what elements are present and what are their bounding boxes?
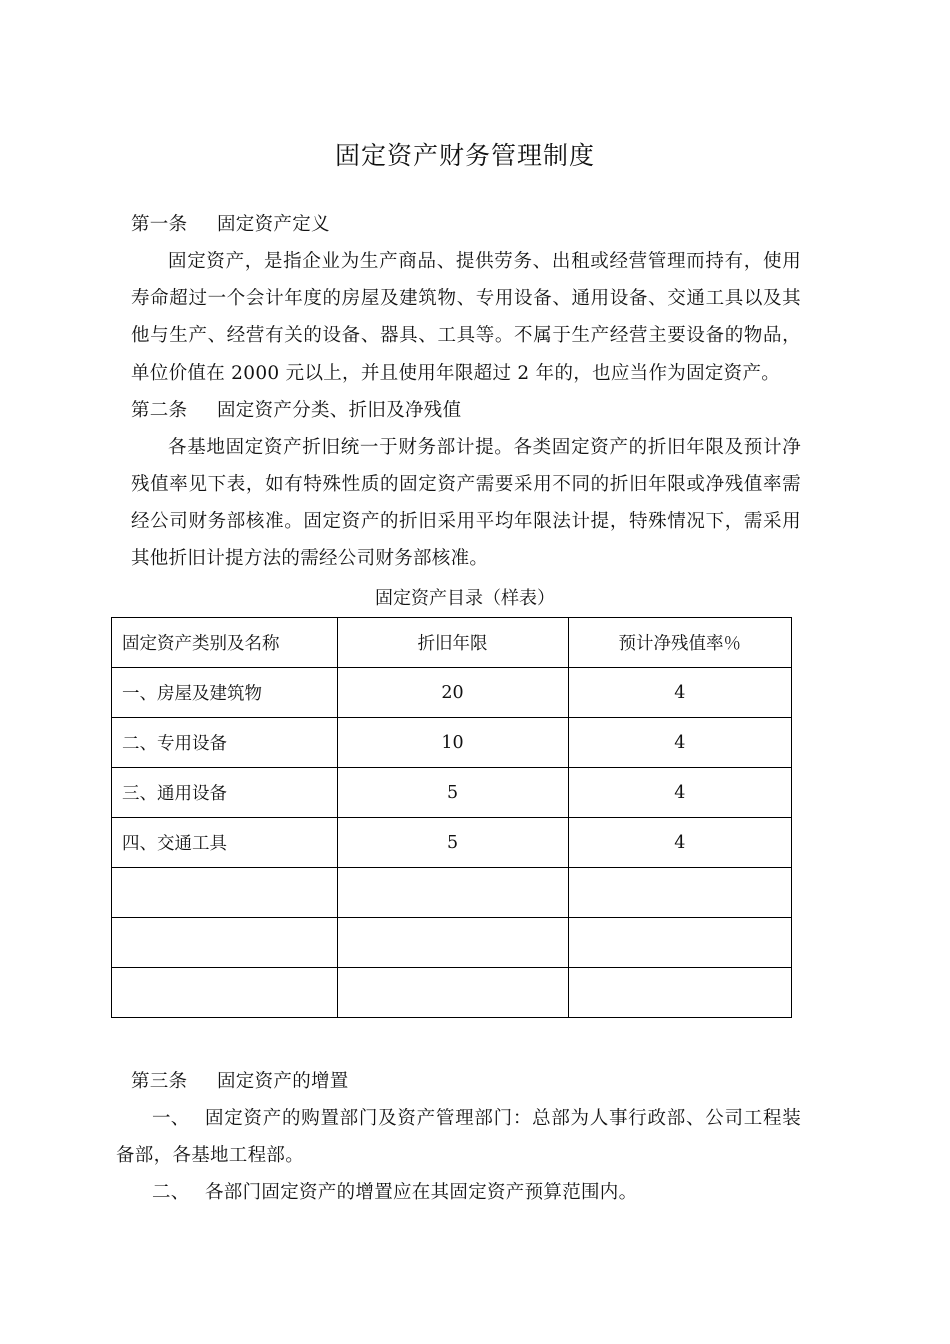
table-row-empty — [112, 918, 792, 968]
cell-rate — [568, 918, 791, 968]
cell-years — [337, 868, 568, 918]
cell-years: 20 — [337, 668, 568, 718]
header-category: 固定资产类别及名称 — [112, 618, 338, 668]
cell-years: 10 — [337, 718, 568, 768]
article-1-heading — [131, 212, 330, 238]
cell-rate: 4 — [568, 768, 791, 818]
article-3-item-2-line: 各部门固定资产的增置应在其固定资产预算范围内。 — [205, 1182, 638, 1203]
table-row — [112, 718, 792, 768]
article-3-number: 第三条 — [131, 1071, 188, 1092]
table-row — [112, 768, 792, 818]
cell-category: 一、房屋及建筑物 — [112, 668, 338, 718]
cell-years: 5 — [337, 818, 568, 868]
article-2-paragraph-line: 其他折旧计提方法的需经公司财务部核准。 — [131, 548, 489, 569]
article-2-paragraph-line: 残值率见下表，如有特殊性质的固定资产需要采用不同的折旧年限或净残值率需 — [131, 474, 801, 495]
article-2-paragraph-line: 各基地固定资产折旧统一于财务部计提。各类固定资产的折旧年限及预计净 — [168, 437, 801, 458]
article-3-item-1-line: 备部，各基地工程部。 — [116, 1145, 305, 1166]
article-2-heading — [131, 398, 461, 424]
table-row-empty — [112, 868, 792, 918]
cell-rate: 4 — [568, 818, 791, 868]
cell-rate: 4 — [568, 718, 791, 768]
table-row — [112, 668, 792, 718]
article-2-number: 第二条 — [131, 400, 188, 421]
cell-category — [112, 868, 338, 918]
cell-category: 三、通用设备 — [112, 768, 338, 818]
table-row-empty — [112, 968, 792, 1018]
article-2-paragraph-line: 经公司财务部核准。固定资产的折旧采用平均年限法计提，特殊情况下，需采用 — [131, 511, 801, 532]
table-header-row — [112, 618, 792, 668]
cell-category — [112, 968, 338, 1018]
table-row — [112, 818, 792, 868]
header-residual-rate: 预计净残值率％ — [568, 618, 791, 668]
article-1-number: 第一条 — [131, 214, 188, 235]
article-1-title: 固定资产定义 — [217, 214, 330, 235]
article-3-heading — [131, 1069, 349, 1095]
page-title: 固定资产财务管理制度 — [334, 141, 595, 170]
article-1-paragraph-line: 固定资产，是指企业为生产商品、提供劳务、出租或经营管理而持有，使用 — [168, 251, 801, 272]
article-2-title: 固定资产分类、折旧及净残值 — [217, 400, 462, 421]
article-3-item-1-line: 固定资产的购置部门及资产管理部门：总部为人事行政部、公司工程装 — [205, 1108, 801, 1129]
cell-years — [337, 918, 568, 968]
article-1-paragraph-line: 单位价值在 2000 元以上，并且使用年限超过 2 年的，也应当作为固定资产。 — [131, 363, 781, 384]
article-3-title: 固定资产的增置 — [217, 1071, 349, 1092]
cell-category — [112, 918, 338, 968]
article-1-paragraph-line: 寿命超过一个会计年度的房屋及建筑物、专用设备、通用设备、交通工具以及其 — [131, 288, 801, 309]
article-3-item-2-marker: 二、 — [152, 1182, 190, 1203]
cell-rate — [568, 968, 791, 1018]
fixed-asset-table — [111, 617, 792, 1018]
cell-rate: 4 — [568, 668, 791, 718]
cell-rate — [568, 868, 791, 918]
cell-category: 二、专用设备 — [112, 718, 338, 768]
article-3-item-1-marker: 一、 — [152, 1108, 190, 1129]
cell-years: 5 — [337, 768, 568, 818]
cell-category: 四、交通工具 — [112, 818, 338, 868]
cell-years — [337, 968, 568, 1018]
header-depreciation-years: 折旧年限 — [337, 618, 568, 668]
table-caption: 固定资产目录（样表） — [375, 588, 555, 609]
article-1-paragraph-line: 他与生产、经营有关的设备、器具、工具等。不属于生产经营主要设备的物品， — [131, 325, 801, 346]
